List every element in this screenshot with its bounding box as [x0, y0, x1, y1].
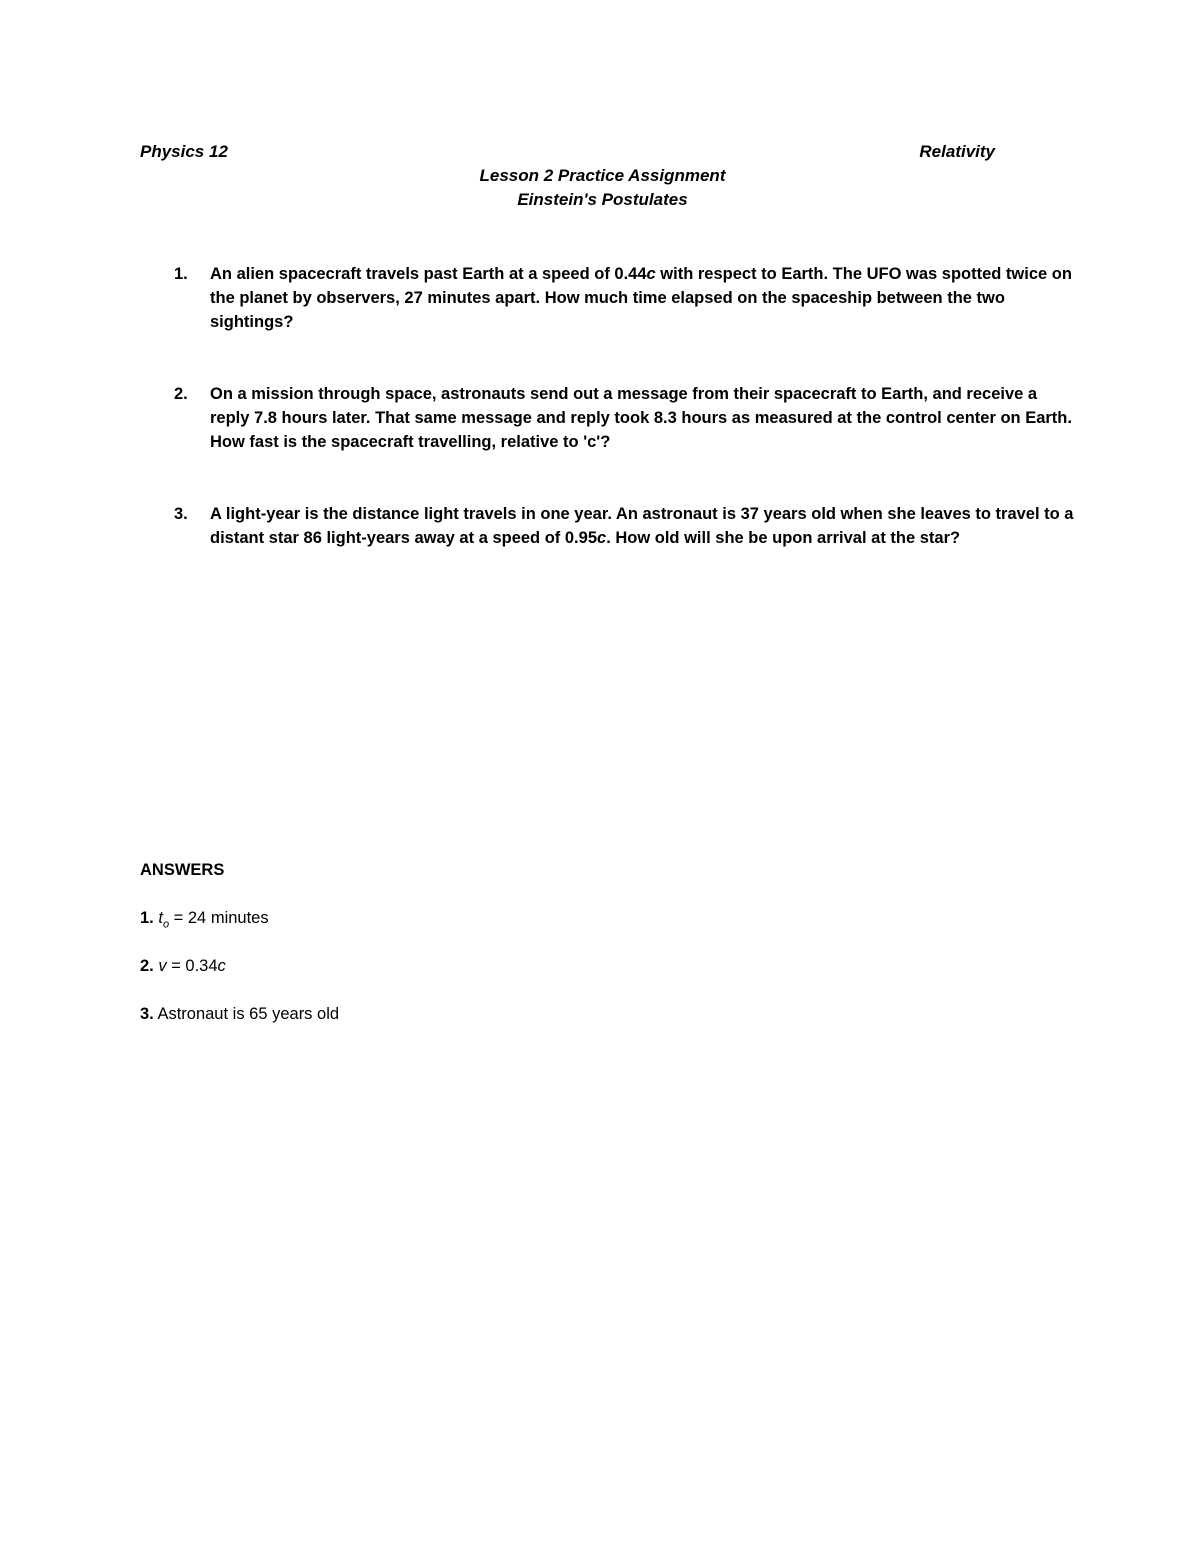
course-name: Physics 12: [140, 142, 228, 161]
answer-subscript: o: [162, 918, 170, 931]
question-text-part: with respect to Earth. The UFO was spotted twice on the planet by observers, 27 minutes apart. How much time elapsed on the spaceship between the two sightings?: [210, 265, 1072, 331]
lesson-title: Lesson 2 Practice Assignment: [479, 166, 726, 185]
question-number: 3.: [174, 505, 188, 523]
answer-number: 1.: [140, 909, 154, 927]
question-2: [174, 382, 1074, 454]
answer-variable: v: [158, 957, 167, 975]
speed-of-light-symbol: c: [597, 529, 607, 547]
question-text: [210, 502, 1074, 550]
answer-value: Astronaut is 65 years old: [153, 1005, 340, 1023]
answer-number: 3.: [140, 1005, 154, 1023]
answer-number: 2.: [140, 957, 154, 975]
answer-value: = 24 minutes: [169, 909, 269, 927]
topic-title: Einstein's Postulates: [517, 190, 688, 209]
answer-2: [140, 957, 226, 976]
answer-1: [140, 909, 269, 930]
header-row: [140, 142, 995, 166]
speed-of-light-symbol: c: [217, 957, 226, 975]
answer-value: = 0.34: [166, 957, 218, 975]
question-number: 1.: [174, 265, 188, 283]
speed-of-light-symbol: c: [646, 265, 656, 283]
answers-heading: ANSWERS: [140, 861, 225, 879]
question-text: On a mission through space, astronauts send out a message from their spacecraft to Earth, and receive a reply 7.8 hours later. That same message and reply took 8.3 hours as measured at the control center on Earth. How fast is the spacecraft travelling, relative to 'c'?: [210, 385, 1072, 451]
question-text-part: . How old will she be upon arrival at the star?: [606, 529, 961, 547]
answer-3: [140, 1005, 339, 1024]
answer-variable: t: [158, 909, 163, 927]
question-text-part: An alien spacecraft travels past Earth at a speed of 0.44: [210, 265, 647, 283]
question-text: [210, 262, 1074, 334]
question-text-part: A light-year is the distance light travels in one year. An astronaut is 37 years old when she leaves to travel to a distant star 86 light-years away at a speed of 0.95: [210, 505, 1074, 547]
question-number: 2.: [174, 385, 188, 403]
question-1: [174, 262, 1074, 334]
question-3: [174, 502, 1074, 550]
unit-name: Relativity: [919, 142, 995, 161]
